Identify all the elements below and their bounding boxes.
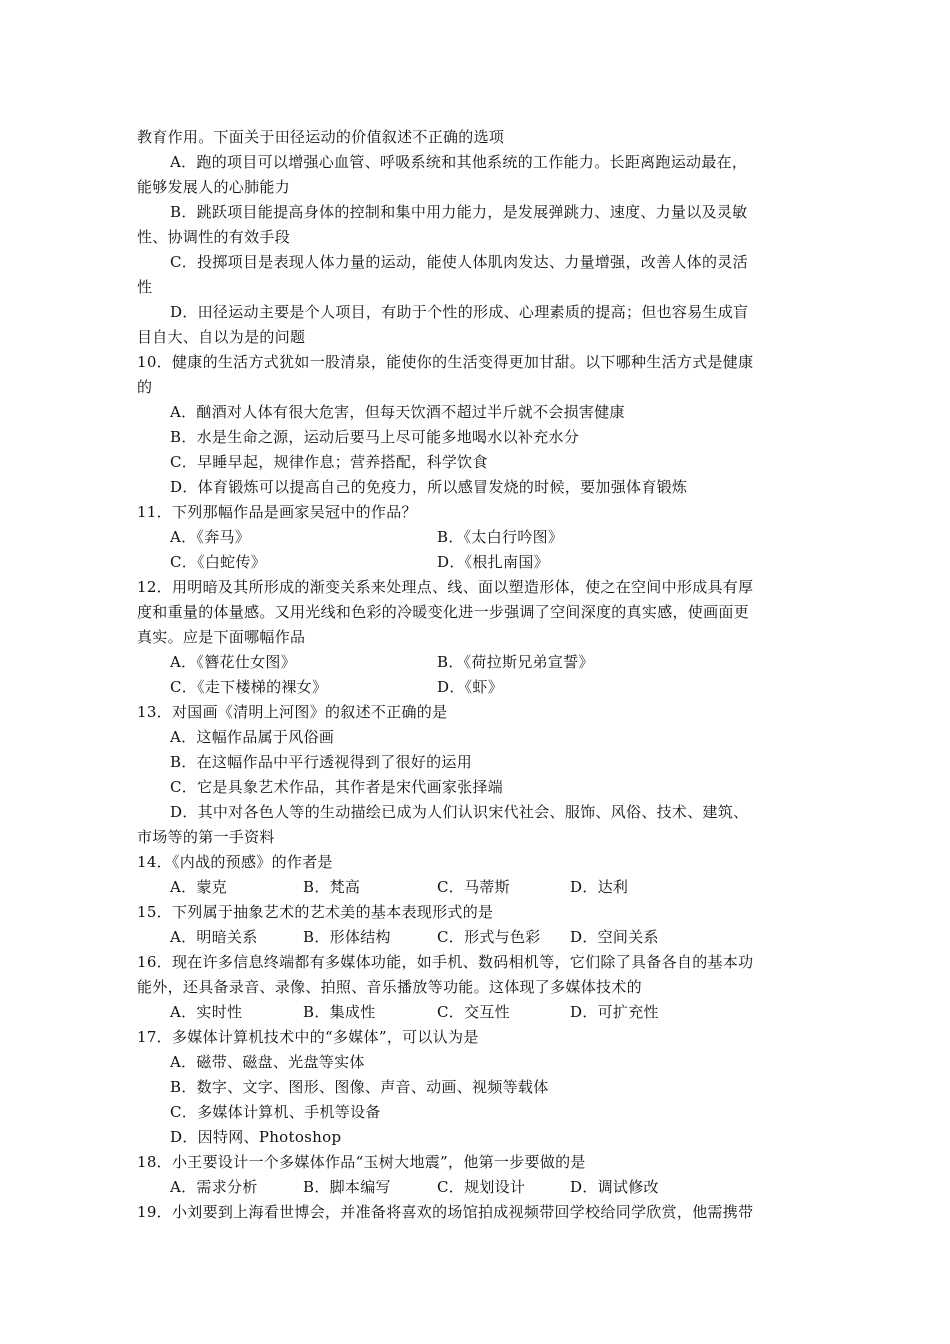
q9-option-d-line1: D．田径运动主要是个人项目，有助于个性的形成、心理素质的提高；但也容易生成盲 [170,303,749,321]
q12-option-a: A．《簪花仕女图》 [170,653,297,671]
q11-option-d: D．《根扎南国》 [437,553,549,571]
q9-option-b-line1: B．跳跃项目能提高身体的控制和集中用力能力，是发展弹跳力、速度、力量以及灵敏 [170,203,748,221]
q9-option-d-line2: 目自大、自以为是的问题 [137,328,306,346]
q9-option-a-line1: A．跑的项目可以增强心血管、呼吸系统和其他系统的工作能力。长距离跑运动最在， [170,153,748,171]
q10-option-a: A．酗酒对人体有很大危害，但每天饮酒不超过半斤就不会损害健康 [170,403,625,421]
q14-stem: 14．《内战的预感》的作者是 [137,853,333,871]
q10-stem-line2: 的 [137,378,153,396]
q18-option-a: A．需求分析 [170,1178,258,1196]
q13-option-b: B．在这幅作品中平行透视得到了很好的运用 [170,753,473,771]
q16-stem-line2: 能外，还具备录音、录像、拍照、音乐播放等功能。这体现了多媒体技术的 [137,978,642,996]
q11-option-c: C．《白蛇传》 [170,553,267,571]
q11-option-b: B．《太白行吟图》 [437,528,564,546]
q13-option-a: A．这幅作品属于风俗画 [170,728,335,746]
q18-option-b: B．脚本编写 [303,1178,391,1196]
q13-stem: 13．对国画《清明上河图》的叙述不正确的是 [137,703,448,721]
q9-option-c-line2: 性 [137,278,153,296]
q10-option-d: D．体育锻炼可以提高自己的免疫力，所以感冒发烧的时候，要加强体育锻炼 [170,478,688,496]
q17-stem: 17．多媒体计算机技术中的“多媒体”，可以认为是 [137,1028,479,1046]
q12-stem-line2: 度和重量的体量感。又用光线和色彩的冷暖变化进一步强调了空间深度的真实感，使画面更 [137,603,750,621]
q15-option-a: A．明暗关系 [170,928,258,946]
q17-option-d: D．因特网、Photoshop [170,1128,342,1146]
q13-option-d-line1: D．其中对各色人等的生动描绘已成为人们认识宋代社会、服饰、风俗、技术、建筑、 [170,803,749,821]
q17-option-b: B．数字、文字、图形、图像、声音、动画、视频等载体 [170,1078,549,1096]
q15-stem: 15．下列属于抽象艺术的艺术美的基本表现形式的是 [137,903,494,921]
q18-option-c: C．规划设计 [437,1178,526,1196]
q14-option-d: D．达利 [570,878,629,896]
q14-option-b: B．梵高 [303,878,361,896]
q9-option-c-line1: C．投掷项目是表现人体力量的运动，能使人体肌肉发达、力量增强，改善人体的灵活 [170,253,748,271]
q12-option-c: C．《走下楼梯的裸女》 [170,678,328,696]
q14-option-a: A．蒙克 [170,878,228,896]
q13-option-c: C．它是具象艺术作品，其作者是宋代画家张择端 [170,778,504,796]
q10-option-b: B．水是生命之源，运动后要马上尽可能多地喝水以补充水分 [170,428,580,446]
q18-option-d: D．调试修改 [570,1178,659,1196]
q15-option-b: B．形体结构 [303,928,391,946]
q11-stem: 11．下列那幅作品是画家吴冠中的作品？ [137,503,417,521]
q14-option-c: C．马蒂斯 [437,878,510,896]
q9-option-a-line2: 能够发展人的心肺能力 [137,178,291,196]
q15-option-c: C．形式与色彩 [437,928,541,946]
q16-stem-line1: 16．现在许多信息终端都有多媒体功能，如手机、数码相机等，它们除了具备各自的基本功 [137,953,754,971]
q16-option-b: B．集成性 [303,1003,376,1021]
q10-option-c: C．早睡早起，规律作息；营养搭配，科学饮食 [170,453,488,471]
q12-option-d: D．《虾》 [437,678,504,696]
q17-option-c: C．多媒体计算机、手机等设备 [170,1103,381,1121]
q13-option-d-line2: 市场等的第一手资料 [137,828,275,846]
q19-stem-line1: 19．小刘要到上海看世博会，并准备将喜欢的场馆拍成视频带回学校给同学欣赏，他需携带 [137,1203,754,1221]
q16-option-c: C．交互性 [437,1003,510,1021]
q9-option-b-line2: 性、协调性的有效手段 [137,228,291,246]
q12-option-b: B．《荷拉斯兄弟宣誓》 [437,653,594,671]
q16-option-d: D．可扩充性 [570,1003,659,1021]
q15-option-d: D．空间关系 [570,928,659,946]
q18-stem: 18．小王要设计一个多媒体作品“玉树大地震”，他第一步要做的是 [137,1153,586,1171]
q9-stem-tail: 教育作用。下面关于田径运动的价值叙述不正确的选项 [137,128,505,146]
q17-option-a: A．磁带、磁盘、光盘等实体 [170,1053,365,1071]
q12-stem-line1: 12．用明暗及其所形成的渐变关系来处理点、线、面以塑造形体，使之在空间中形成具有厚 [137,578,754,596]
q11-option-a: A．《奔马》 [170,528,251,546]
q16-option-a: A．实时性 [170,1003,243,1021]
q10-stem-line1: 10．健康的生活方式犹如一股清泉，能使你的生活变得更加甘甜。以下哪种生活方式是健康 [137,353,754,371]
q12-stem-line3: 真实。应是下面哪幅作品 [137,628,306,646]
